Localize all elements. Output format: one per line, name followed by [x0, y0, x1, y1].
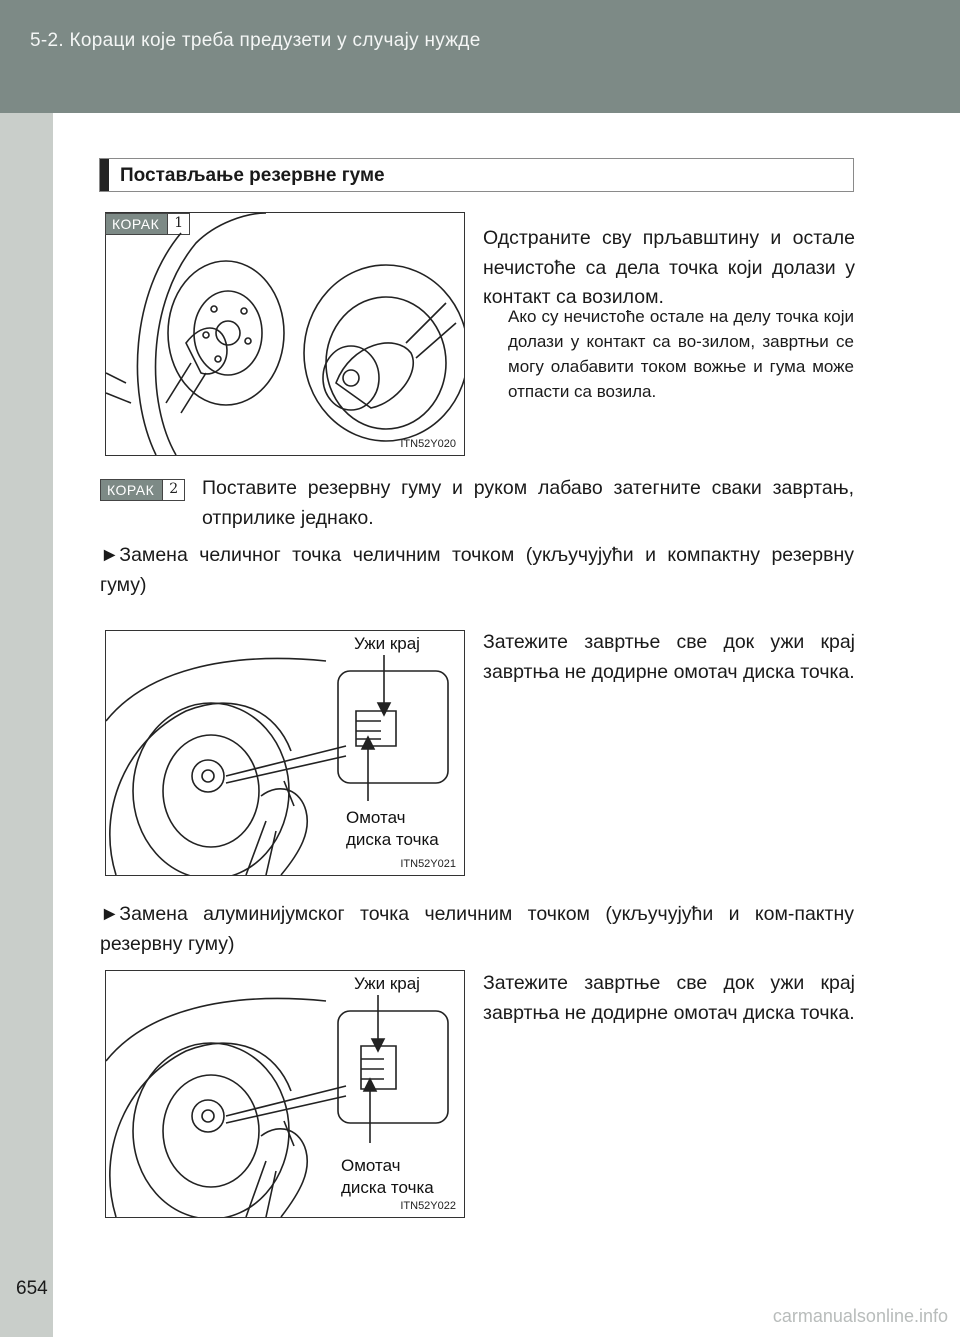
case1-text: Затежите завртње све док ужи крај завртња не додирне омотач диска точка. — [483, 631, 855, 683]
case1-callout-rim-1: Омотач — [346, 808, 406, 827]
case1-callout-narrow-end: Ужи крај — [354, 634, 420, 653]
section-heading — [99, 158, 854, 192]
left-margin-strip — [0, 113, 53, 1337]
step1-text: Одстраните сву прљавштину и остале нечистоће са дела точка који долази у контакт са возилом. — [483, 227, 855, 308]
step1-note: Ако су нечистоће остале на делу точка који долази у контакт са во-зилом, завртњи се могу олабавити током вожње и гума може отпасти са возила. — [508, 307, 854, 401]
step1-figure-code: ITN52Y020 — [400, 438, 456, 450]
case1-heading: ►Замена челичног точка челичним точком (укључујући и компактну резервну гуму) — [100, 544, 854, 596]
section-title: Постављање резервне гуме — [120, 165, 385, 186]
step1-illustration — [105, 212, 465, 456]
case2-figure-code: ITN52Y022 — [400, 1200, 456, 1212]
step1-badge-label: КОРАК — [106, 214, 167, 234]
case1-illustration — [105, 630, 465, 876]
step2-badge — [100, 479, 185, 501]
case2-heading: ►Замена алуминијумског точка челичним точком (укључујући и ком-пактну резервну гуму) — [100, 903, 854, 955]
section-heading-bar — [100, 159, 109, 191]
case2-callout-rim-1: Омотач — [341, 1156, 401, 1175]
step2-text: Поставите резервну гуму и руком лабаво затегните сваки завртањ, отприлике једнако. — [202, 477, 854, 529]
header-band — [0, 0, 960, 113]
wheel-hub-cleaning-drawing — [106, 213, 464, 455]
watermark: carmanualsonline.info — [772, 1306, 948, 1326]
case2-callout-narrow-end: Ужи крај — [354, 974, 420, 993]
step2-badge-label: КОРАК — [101, 480, 162, 500]
case1-figure-code: ITN52Y021 — [400, 858, 456, 870]
step1-badge-number: 1 — [167, 214, 189, 234]
case2-text: Затежите завртње све док ужи крај завртња не додирне омотач диска точка. — [483, 972, 855, 1024]
page-header-title: 5-2. Кораци које треба предузети у случају нужде — [30, 30, 481, 51]
case2-illustration — [105, 970, 465, 1218]
step2-badge-number: 2 — [162, 480, 184, 500]
page-number: 654 — [16, 1278, 48, 1299]
case1-callout-rim-2: диска точка — [346, 830, 439, 849]
case2-callout-rim-2: диска точка — [341, 1178, 434, 1197]
